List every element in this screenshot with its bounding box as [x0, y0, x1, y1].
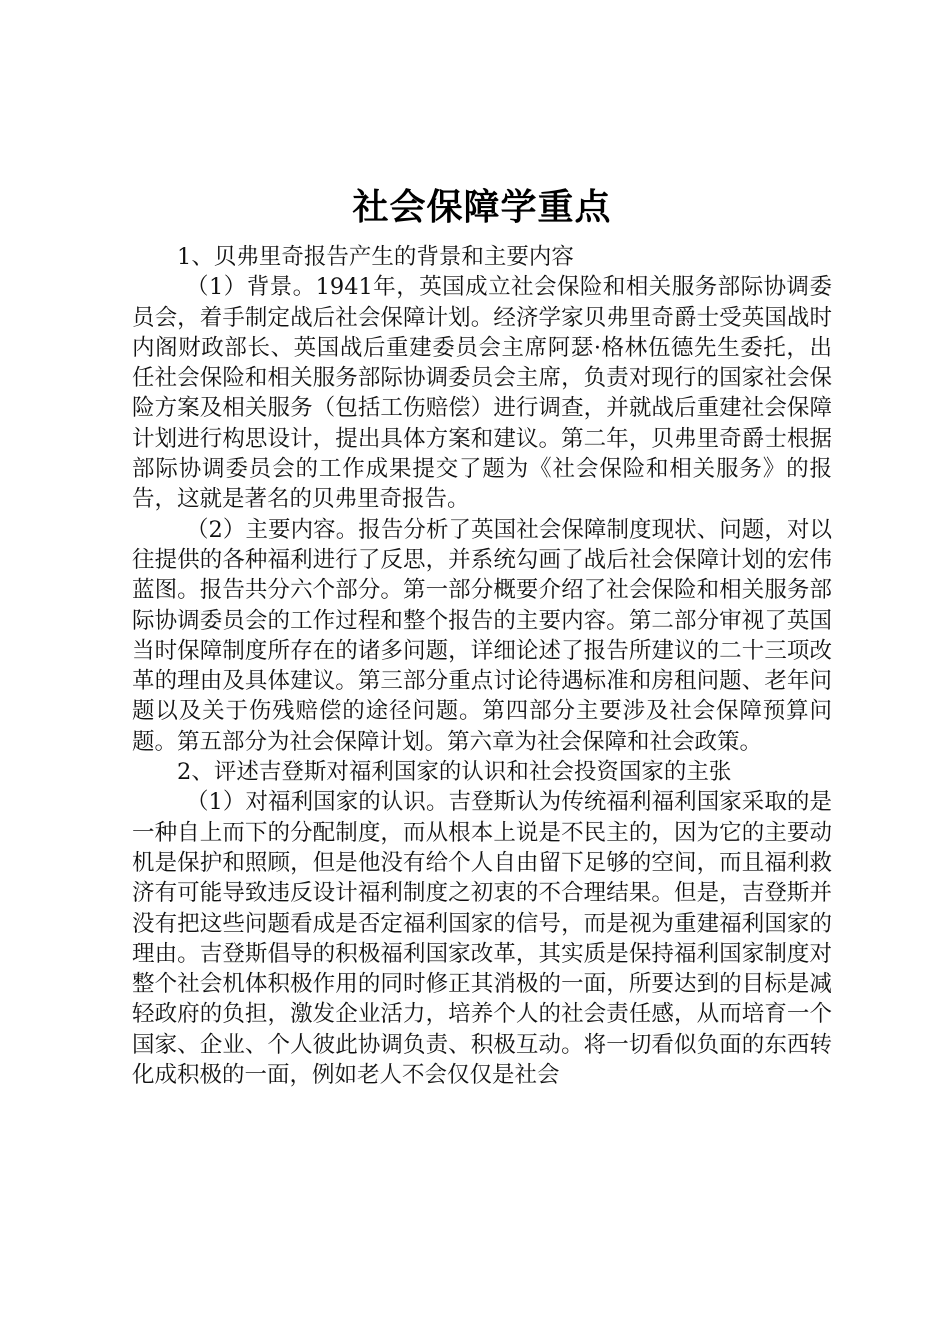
- section-heading-2: 2、评述吉登斯对福利国家的认识和社会投资国家的主张: [177, 759, 732, 786]
- paragraph-main-content: （2）主要内容。报告分析了英国社会保障制度现状、问题，对以往提供的各种福利进行了反思，并系统勾画了战后社会保障计划的宏伟蓝图。报告共分六个部分。第一部分概要介绍了社会保险和相关服务部际协调委员会的工作过程和整个报告的主要内容。第二部分审视了英国当时保障制度所存在的诸多问题，详细论述了报告所建议的二十三项改革的理由及具体建议。第三部分重点讨论待遇标准和房租问题、老年问题以及关于伤残赔偿的途径问题。第四部分主要涉及社会保障预算问题。第五部分为社会保障计划。第六章为社会保障和社会政策。: [132, 516, 832, 755]
- section-heading-1: 1、贝弗里奇报告产生的背景和主要内容: [177, 244, 574, 270]
- paragraph-welfare-state: （1）对福利国家的认识。吉登斯认为传统福利福利国家采取的是一种自上而下的分配制度，而从根本上说是不民主的，因为它的主要动机是保护和照顾，但是他没有给个人自由留下足够的空间，而且福利救济有可能导致违反设计福利制度之初衷的不合理结果。但是，吉登斯并没有把这些问题看成是否定福利国家的信号，而是视为重建福利国家的理由。吉登斯倡导的积极福利国家改革，其实质是保持福利国家制度对整个社会机体积极作用的同时修正其消极的一面，所要达到的目标是减轻政府的负担，激发企业活力，培养个人的社会责任感，从而培育一个国家、企业、个人彼此协调负责、积极互动。将一切看似负面的东西转化成积极的一面，例如老人不会仅仅是社会: [132, 789, 832, 1089]
- document-body: [132, 182, 832, 1090]
- document-title: 社会保障学重点: [352, 186, 612, 228]
- paragraph-background: （1）背景。1941年，英国成立社会保险和相关服务部际协调委员会，着手制定战后社会保障计划。经济学家贝弗里奇爵士受英国战时内阁财政部长、英国战后重建委员会主席阿瑟·格林伍德先生委托，出任社会保险和相关服务部际协调委员会主席，负责对现行的国家社会保险方案及相关服务（包括工伤赔偿）进行调查，并就战后重建社会保障计划进行构思设计，提出具体方案和建议。第二年，贝弗里奇爵士根据部际协调委员会的工作成果提交了题为《社会保险和相关服务》的报告，这就是著名的贝弗里奇报告。: [132, 274, 832, 513]
